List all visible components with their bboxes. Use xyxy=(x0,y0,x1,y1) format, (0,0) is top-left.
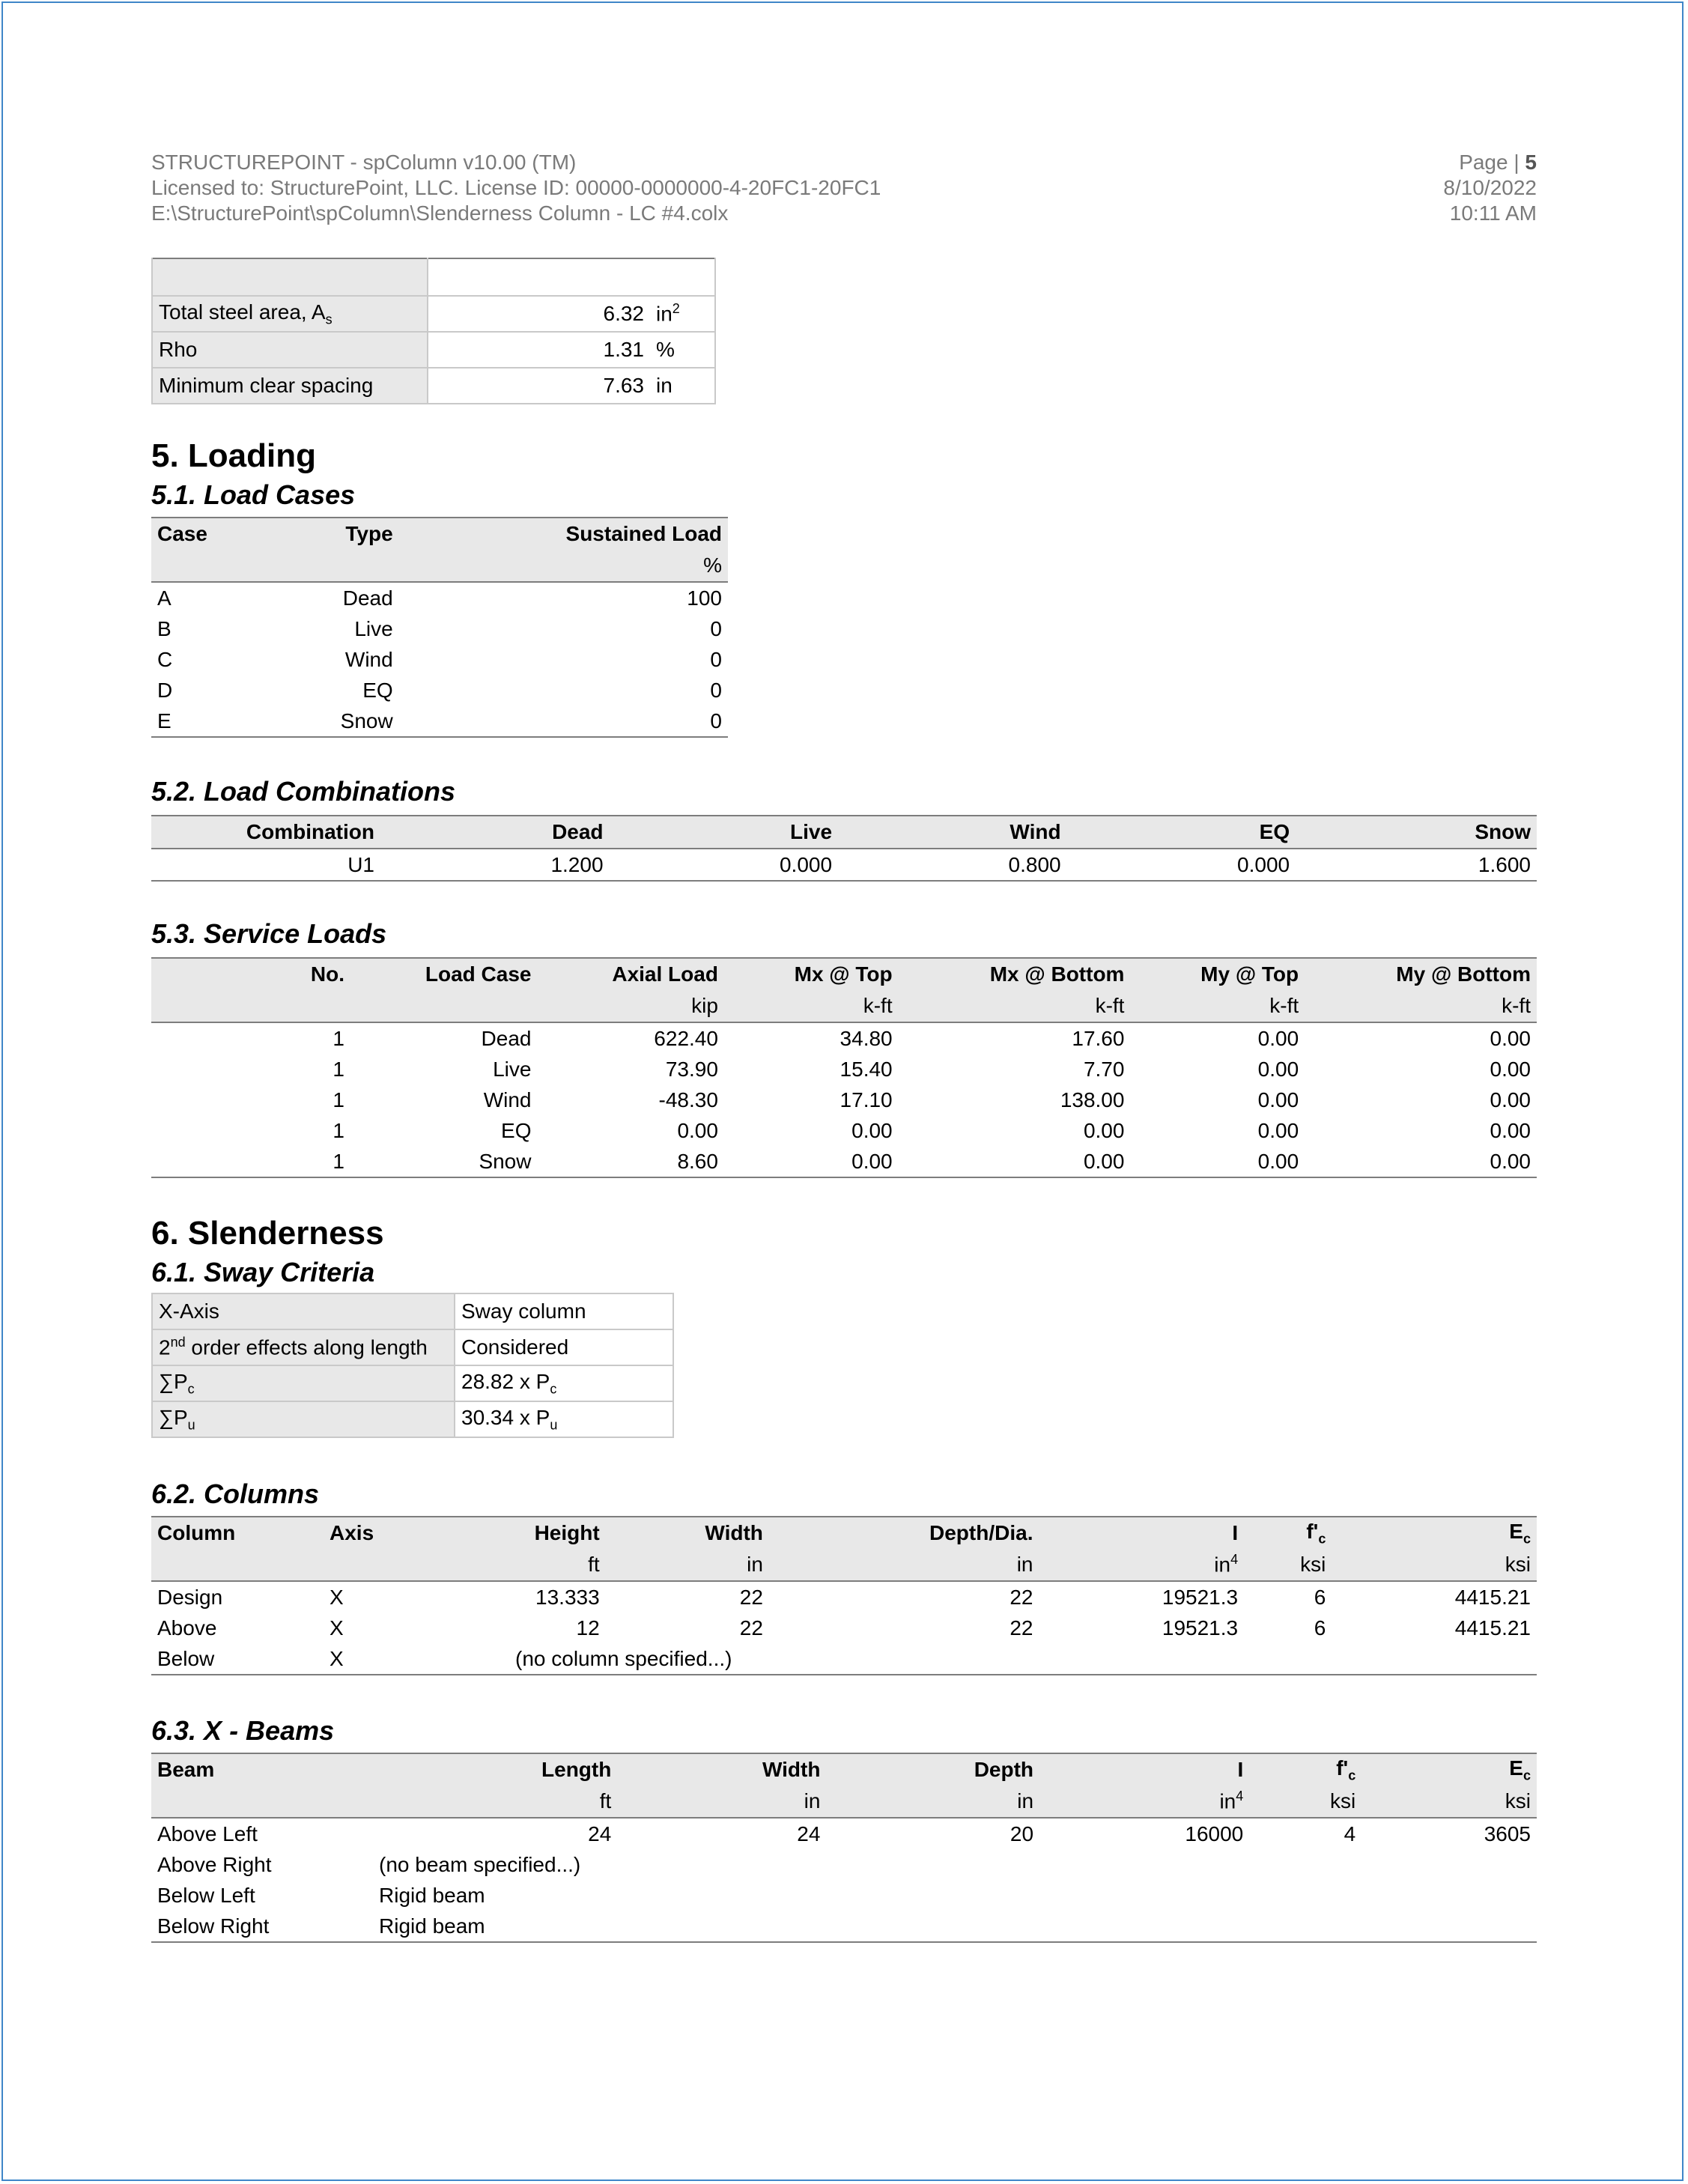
columns-table: Column Axis Height Width Depth/Dia. I $f'_c$ $E_c$ ft in in $in^4$ ksi ksi Design X 13.333 22 22 19521.3 6 4415.21 Above X 12 22 22 19521.3 6 4415.21 Below X (no column specified...) xyxy=(151,1516,1537,1675)
table-row: Above Right (no beam specified...) xyxy=(157,1852,581,1876)
load-cases-table: Case Type Sustained Load % A Dead 100 B Live 0 C Wind 0 D EQ 0 E Snow 0 xyxy=(151,517,728,738)
page-number: Page | 5 xyxy=(1459,151,1537,174)
table-row: 1 Dead 622.40 34.80 17.60 0.00 0.00 xyxy=(333,1026,1531,1050)
report-date: 8/10/2022 xyxy=(1443,176,1537,199)
x-beams-table: Beam Length Width Depth I $f'_c$ $E_c$ ft in in $in^4$ ksi ksi Above Left 24 24 20 16000 4 3605 Above Right (no beam specified...) Below Left Rigid beam Below Right Rigid beam xyxy=(151,1753,1537,1943)
subsection-title-columns: 6.2. Columns xyxy=(151,1478,320,1509)
table-row: 1 EQ 0.00 0.00 0.00 0.00 0.00 xyxy=(333,1118,1531,1142)
table-row: Below Left Rigid beam xyxy=(157,1883,485,1907)
table-row: $\sum P_c$ 28.82 x $P_c$ xyxy=(152,1365,673,1401)
table-row: Rho 1.31 % xyxy=(152,332,715,368)
report-header-left xyxy=(151,150,881,226)
table-row: 2nd order effects along length Considered xyxy=(152,1329,673,1365)
table-row: Total steel area, $A_s$ 6.32 $in^2$ xyxy=(152,296,715,332)
table-row: B Live 0 xyxy=(157,616,722,640)
table-row: Minimum clear spacing 7.63 in xyxy=(152,368,715,404)
service-loads-table: No. Load Case Axial Load Mx @ Top Mx @ Bottom My @ Top My @ Bottom kip k-ft k-ft k-ft k-ft 1 Dead 622.40 34.80 17.60 0.00 0.00 1 Live 73.90 15.40 7.70 0.00 0.00 1 Wind -48.30 17.10 138.00 0.00 0.00 1 EQ 0.00 0.00 0.00 0.00 0.00 1 Snow 8.60 0.00 0.00 0.00 0.00 xyxy=(151,957,1537,1178)
table-row: Below Right Rigid beam xyxy=(157,1914,485,1938)
table-row: 1 Live 73.90 15.40 7.70 0.00 0.00 xyxy=(333,1057,1531,1081)
table-row: 1 Snow 8.60 0.00 0.00 0.00 0.00 xyxy=(333,1149,1531,1173)
subsection-title-load-combinations: 5.2. Load Combinations xyxy=(151,776,456,807)
load-combinations-table: Combination Dead Live Wind EQ Snow U1 1.200 0.000 0.800 0.000 1.600 xyxy=(151,815,1537,882)
software-line: STRUCTUREPOINT - spColumn v10.00 (TM) xyxy=(151,151,577,174)
license-line: Licensed to: StructurePoint, LLC. License ID: 00000-0000000-4-20FC1-20FC1 xyxy=(151,176,881,199)
table-row: A Dead 100 xyxy=(157,586,722,610)
file-path-line: E:\StructurePoint\spColumn\Slenderness Column - LC #4.colx xyxy=(151,201,729,225)
table-row: X-Axis Sway column xyxy=(152,1293,673,1329)
table-row: Below X (no column specified...) xyxy=(157,1646,732,1670)
reinforcement-summary-table xyxy=(151,258,716,404)
table-row: D EQ 0 xyxy=(157,678,722,702)
section-title-loading: 5. Loading xyxy=(151,437,316,474)
table-row: $\sum P_u$ 30.34 x $P_u$ xyxy=(152,1401,673,1437)
section-title-slenderness: 6. Slenderness xyxy=(151,1215,384,1252)
subsection-title-sway-criteria: 6.1. Sway Criteria xyxy=(151,1257,375,1287)
table-row: U1 1.200 0.000 0.800 0.000 1.600 xyxy=(347,852,1531,876)
subsection-title-x-beams: 6.3. X - Beams xyxy=(151,1715,335,1746)
table-row: C Wind 0 xyxy=(157,647,722,671)
report-header-right xyxy=(1443,150,1537,226)
table-row: Design X 13.333 22 22 19521.3 6 4415.21 xyxy=(157,1585,1531,1609)
table-row: E Snow 0 xyxy=(157,709,722,732)
subsection-title-service-loads: 5.3. Service Loads xyxy=(151,918,387,949)
report-time: 10:11 AM xyxy=(1449,201,1537,225)
table-row: Above X 12 22 22 19521.3 6 4415.21 xyxy=(157,1616,1531,1639)
sway-criteria-table xyxy=(151,1293,674,1438)
subsection-title-load-cases: 5.1. Load Cases xyxy=(151,479,356,510)
table-row: 1 Wind -48.30 17.10 138.00 0.00 0.00 xyxy=(333,1088,1531,1111)
table-row: Above Left 24 24 20 16000 4 3605 xyxy=(157,1821,1531,1845)
